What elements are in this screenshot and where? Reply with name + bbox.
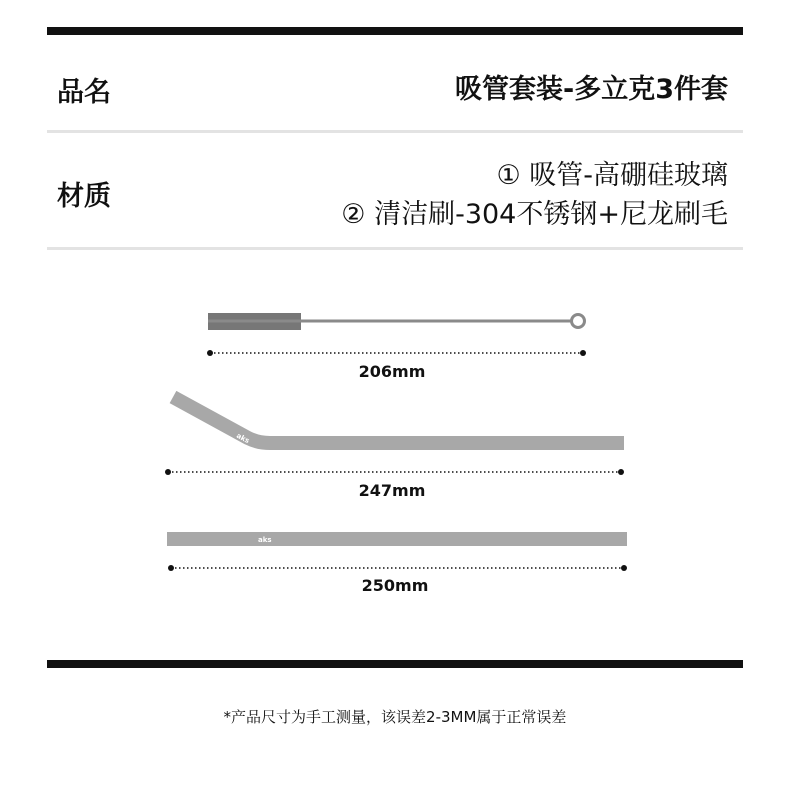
cleaning-brush-icon <box>208 313 585 330</box>
product-name-label: 品名 <box>57 77 111 108</box>
bent-straw-icon <box>173 397 624 445</box>
material-line-2: ② 清洁刷-304不锈钢+尼龙刷毛 <box>341 199 728 230</box>
bent-straw-logo: aks <box>235 431 251 446</box>
bent-straw-length-label: 247mm <box>358 481 426 500</box>
measurement-footnote: *产品尺寸为手工测量，该误差2-3MM属于正常误差 <box>223 708 567 726</box>
product-name-value: 吸管套装-多立克3件套 <box>455 74 728 105</box>
brush-length-label: 206mm <box>358 362 426 381</box>
straight-straw-icon <box>167 532 627 546</box>
straight-straw-dimension-line <box>168 565 627 571</box>
bottom-rule <box>47 660 743 668</box>
material-line-1: ① 吸管-高硼硅玻璃 <box>496 160 728 191</box>
straight-straw-logo: aks <box>258 536 272 544</box>
straight-straw-length-label: 250mm <box>361 576 429 595</box>
brush-dimension-line <box>207 350 586 356</box>
material-label: 材质 <box>57 181 111 212</box>
bent-straw-dimension-line <box>165 469 624 475</box>
